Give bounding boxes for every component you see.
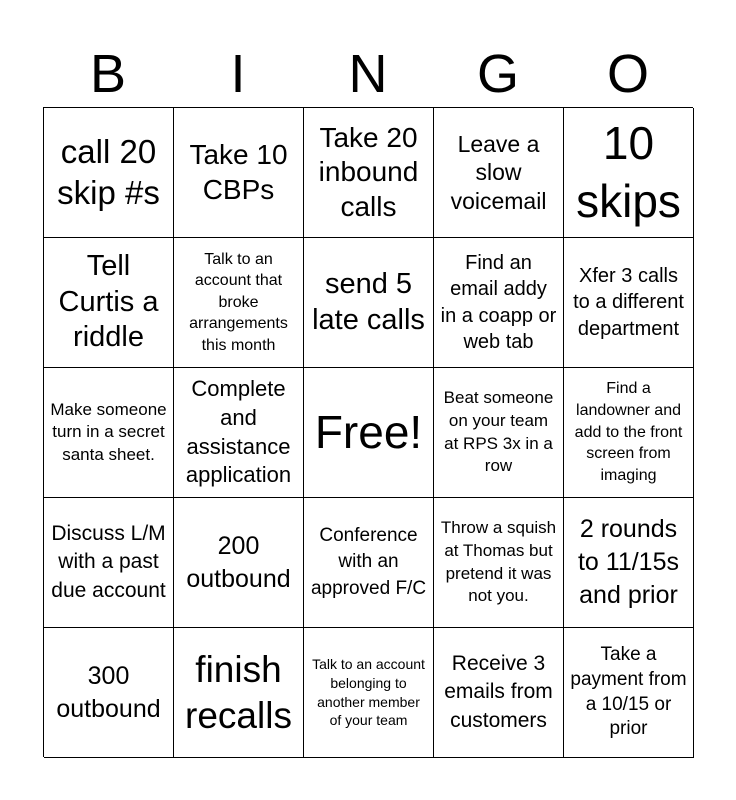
header-letter-g: G [476, 44, 519, 104]
cell-text: Take a payment from a 10/15 or prior [570, 644, 687, 740]
bingo-cell-r5-c4[interactable] [434, 628, 564, 758]
cell-text: Talk to an account belonging to another member of your team [312, 655, 425, 729]
cell-text: Take 10 CBPs [189, 139, 288, 205]
bingo-cell-r3-c4[interactable] [434, 368, 564, 498]
cell-text: 300 outbound [56, 662, 161, 723]
bingo-cell-r1-c3[interactable] [304, 108, 434, 238]
bingo-cell-r5-c5[interactable] [564, 628, 694, 758]
bingo-cell-r2-c4[interactable] [434, 238, 564, 368]
bingo-cell-r1-c1[interactable] [44, 108, 174, 238]
cell-text: send 5 late calls [312, 268, 425, 336]
cell-text: 200 outbound [186, 532, 291, 593]
bingo-cell-r5-c3[interactable] [304, 628, 434, 758]
free-space: Free! [314, 406, 423, 459]
bingo-cell-r3-c3[interactable] [304, 368, 434, 498]
cell-text: Throw a squish at Thomas but pretend it was not you. [440, 517, 557, 606]
cell-text: Make someone turn in a secret santa sheet. [50, 399, 167, 464]
bingo-header [43, 40, 693, 108]
bingo-cell-r2-c5[interactable] [564, 238, 694, 368]
header-letter-n: N [348, 44, 388, 104]
bingo-cell-r4-c1[interactable] [44, 498, 174, 628]
cell-text: 10 skips [576, 116, 681, 227]
header-letter-i: I [230, 44, 246, 104]
bingo-cell-r4-c3[interactable] [304, 498, 434, 628]
cell-text: Discuss L/M with a past due account [51, 521, 166, 602]
bingo-cell-r1-c4[interactable] [434, 108, 564, 238]
bingo-cell-r2-c1[interactable] [44, 238, 174, 368]
header-letter-b: B [89, 44, 127, 104]
cell-text: Complete and assistance application [185, 376, 292, 488]
bingo-cell-r4-c2[interactable] [174, 498, 304, 628]
cell-text: Receive 3 emails from customers [444, 651, 553, 732]
bingo-cell-r3-c5[interactable] [564, 368, 694, 498]
bingo-cell-r2-c2[interactable] [174, 238, 304, 368]
bingo-cell-r3-c1[interactable] [44, 368, 174, 498]
bingo-cell-r1-c5[interactable] [564, 108, 694, 238]
bingo-board [43, 107, 693, 757]
cell-text: Take 20 inbound calls [318, 122, 419, 222]
cell-text: Beat someone on your team at RPS 3x in a row [443, 388, 554, 476]
bingo-cell-r2-c3[interactable] [304, 238, 434, 368]
bingo-cell-r5-c2[interactable] [174, 628, 304, 758]
cell-text: Leave a slow voicemail [450, 131, 547, 214]
cell-text: 2 rounds to 11/15s and prior [577, 515, 679, 609]
cell-text: Talk to an account that broke arrangements this month [189, 250, 288, 354]
bingo-cell-r5-c1[interactable] [44, 628, 174, 758]
cell-text: call 20 skip #s [57, 133, 160, 211]
cell-text: Conference with an approved F/C [310, 524, 427, 599]
bingo-cell-r1-c2[interactable] [174, 108, 304, 238]
cell-text: Xfer 3 calls to a different department [573, 264, 684, 340]
bingo-cell-r4-c4[interactable] [434, 498, 564, 628]
bingo-cell-r3-c2[interactable] [174, 368, 304, 498]
bingo-cell-r4-c5[interactable] [564, 498, 694, 628]
header-letter-o: O [606, 44, 649, 104]
cell-text: Find a landowner and add to the front screen from imaging [574, 379, 683, 485]
cell-text: Tell Curtis a riddle [58, 250, 159, 354]
cell-text: finish recalls [185, 648, 292, 736]
cell-text: Find an email addy in a coapp or web tab [440, 251, 557, 353]
